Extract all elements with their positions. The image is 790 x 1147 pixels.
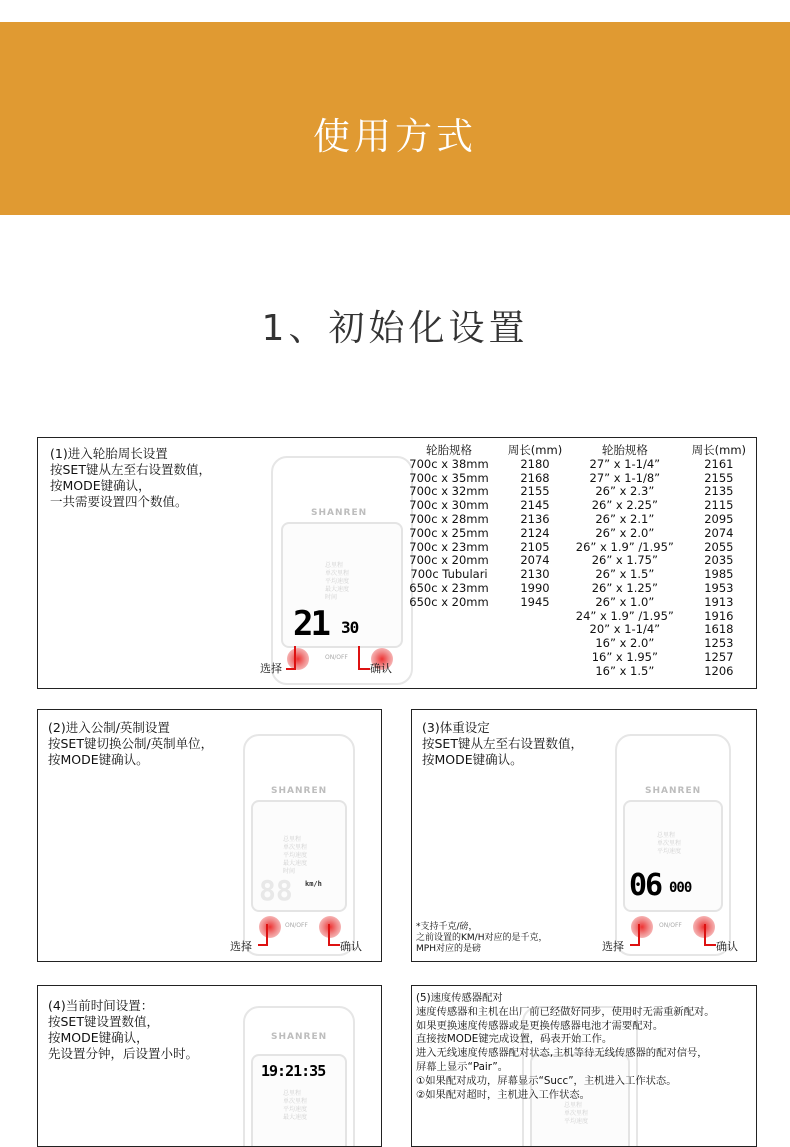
lcd-menu-item: 平均速度 [657, 848, 682, 855]
circumference-cell: 2035 [704, 553, 734, 568]
power-button[interactable]: ON/OFF [325, 654, 348, 661]
table-row [568, 554, 756, 568]
table-row [568, 582, 756, 596]
circumference-cell: 2168 [520, 470, 550, 485]
step4-title: (4)当前时间设置： [48, 998, 154, 1013]
step5-instructions [416, 992, 715, 1102]
step1-line: 一共需要设置四个数值。 [50, 494, 188, 509]
tire-table-left [402, 444, 574, 610]
tire-size-cell: 24” x 1.9” /1.95” [575, 608, 674, 623]
circumference-cell: 1953 [704, 580, 734, 595]
circumference-cell: 1990 [520, 580, 550, 595]
table-row [402, 541, 574, 555]
circumference-cell: 1985 [704, 567, 734, 582]
step5-line: 速度传感器和主机在出厂前已经做好同步，使用时无需重新配对。 [416, 1005, 715, 1018]
tire-size-cell: 26” x 2.25” [591, 498, 658, 513]
lcd-menu [283, 1090, 307, 1122]
lcd-menu-item: 总里程 [564, 1102, 583, 1109]
step5-line: 直接按MODE键完成设置，码表开始工作。 [416, 1033, 613, 1046]
table-row [568, 596, 756, 610]
circumference-cell: 1916 [704, 608, 734, 623]
step4-line: 按MODE键确认， [48, 1030, 149, 1045]
lcd-menu [564, 1102, 588, 1126]
lcd-menu-item: 总里程 [657, 832, 676, 839]
table-row [568, 665, 756, 679]
table-row [568, 472, 756, 486]
tire-size-cell: 26” x 1.5” [595, 567, 655, 582]
step5-line: 屏幕上显示“Pair”。 [416, 1060, 509, 1073]
step5-line: 如果更换速度传感器或是更换传感器电池才需要配对。 [416, 1019, 664, 1032]
step3-note: 之前设置的KM/H对应的是千克， [416, 933, 548, 943]
power-button[interactable]: ON/OFF [285, 922, 308, 929]
step5-panel [411, 985, 757, 1147]
tire-size-cell: 26” x 2.3” [595, 484, 655, 499]
tire-size-cell: 16” x 1.95” [591, 649, 658, 664]
table-row [568, 541, 756, 555]
step1-title: (1)进入轮胎周长设置 [50, 446, 168, 461]
circumference-cell: 1206 [704, 663, 734, 678]
tire-size-cell: 16” x 1.5” [595, 663, 655, 678]
select-label: 选择 [602, 940, 624, 953]
step4-line: 先设置分钟，后设置小时。 [48, 1046, 199, 1061]
tire-size-cell: 700c x 32mm [409, 484, 489, 499]
table-row [402, 568, 574, 582]
lcd-menu-item: 最大速度 [283, 1114, 308, 1121]
step1-line: 按SET键从左至右设置数值， [50, 462, 211, 477]
lcd-menu-item: 平均速度 [283, 852, 308, 859]
lcd-menu-item: 平均速度 [564, 1118, 589, 1125]
power-button[interactable]: ON/OFF [659, 922, 682, 929]
tire-size-cell: 26” x 2.1” [595, 511, 655, 526]
circumference-cell: 2115 [704, 498, 734, 513]
step3-note: *支持千克/磅， [416, 922, 478, 932]
table-row [402, 485, 574, 499]
tire-size-cell: 16” x 2.0” [595, 636, 655, 651]
lcd-menu-item: 单次里程 [325, 570, 350, 577]
table-row [568, 527, 756, 541]
tire-size-cell: 26” x 1.75” [591, 553, 658, 568]
step2-instructions [48, 720, 213, 768]
bike-computer-device [615, 734, 731, 956]
tire-size-cell: 700c x 30mm [409, 498, 489, 513]
tire-table-right [568, 444, 756, 679]
circumference-cell: 1253 [704, 636, 734, 651]
lcd-menu-item: 最大速度 [325, 586, 350, 593]
step4-panel [37, 985, 382, 1147]
col-header: 轮胎规格 [601, 443, 648, 457]
confirm-label: 确认 [370, 662, 392, 675]
brand-logo: SHANREN [271, 786, 328, 796]
step5-line: ②如果配对超时，主机进入工作状态。 [416, 1088, 590, 1101]
circumference-cell: 2105 [520, 539, 550, 554]
lcd-menu-item: 单次里程 [283, 844, 308, 851]
lcd-menu-item: 时间 [283, 868, 296, 875]
tire-size-cell: 27” x 1-1/4” [589, 456, 661, 471]
confirm-leader-line [704, 924, 716, 946]
col-header: 周长(mm) [507, 443, 563, 457]
table-row [568, 568, 756, 582]
lcd-menu-item: 单次里程 [564, 1110, 589, 1117]
step2-title: (2)进入公制/英制设置 [48, 720, 170, 735]
confirm-label: 确认 [340, 940, 362, 953]
step5-title: (5)速度传感器配对 [416, 992, 503, 1004]
circumference-cell: 2124 [520, 525, 550, 540]
lcd-menu-item: 平均速度 [325, 578, 350, 585]
circumference-cell: 2161 [704, 456, 734, 471]
tire-size-cell: 26” x 1.0” [595, 594, 655, 609]
table-row [568, 637, 756, 651]
circumference-cell: 1618 [704, 622, 734, 637]
step4-instructions [48, 998, 198, 1062]
tire-size-cell: 650c x 23mm [409, 580, 489, 595]
lcd-menu-item: 平均速度 [283, 1106, 308, 1113]
step2-line: 按MODE键确认。 [48, 752, 149, 767]
lcd-menu-item: 单次里程 [283, 1098, 308, 1105]
step3-panel [411, 709, 757, 962]
tire-size-cell: 700c x 28mm [409, 511, 489, 526]
step4-line: 按SET键设置数值， [48, 1014, 159, 1029]
table-row [568, 485, 756, 499]
bike-computer-device [243, 734, 355, 956]
tire-size-cell: 700c Tubulari [410, 567, 488, 582]
table-row [402, 527, 574, 541]
circumference-cell: 2136 [520, 511, 550, 526]
brand-logo: SHANREN [645, 786, 702, 796]
table-row [402, 472, 574, 486]
table-row [568, 458, 756, 472]
step1-panel [37, 437, 757, 689]
circumference-cell: 2095 [704, 511, 734, 526]
tire-size-cell: 20” x 1-1/4” [589, 622, 661, 637]
lcd-unit-indicator: km/h [305, 880, 322, 888]
circumference-cell: 2180 [520, 456, 550, 471]
bike-computer-device [243, 1006, 355, 1147]
confirm-leader-line [358, 646, 370, 670]
tire-size-cell: 700c x 20mm [409, 553, 489, 568]
circumference-cell: 1913 [704, 594, 734, 609]
section-title: 1、初始化设置 [261, 308, 529, 349]
lcd-menu-item: 总里程 [283, 1090, 302, 1097]
step1-instructions [50, 446, 211, 510]
lcd-menu [325, 562, 349, 602]
select-label: 选择 [230, 940, 252, 953]
table-row [402, 499, 574, 513]
step2-panel [37, 709, 382, 962]
table-row [402, 582, 574, 596]
banner-title: 使用方式 [313, 115, 477, 158]
table-row [402, 458, 574, 472]
tire-size-cell: 700c x 23mm [409, 539, 489, 554]
select-leader-line [258, 924, 268, 946]
circumference-cell: 2155 [704, 470, 734, 485]
circumference-cell: 1945 [520, 594, 550, 609]
brand-logo: SHANREN [271, 1032, 328, 1042]
select-leader-line [286, 646, 296, 670]
table-row [568, 499, 756, 513]
table-row [568, 623, 756, 637]
lcd-screen [251, 1054, 347, 1147]
brand-logo: SHANREN [311, 508, 368, 518]
circumference-cell: 2145 [520, 498, 550, 513]
circumference-cell: 2055 [704, 539, 734, 554]
tire-size-cell: 26” x 1.25” [591, 580, 658, 595]
tire-size-cell: 26” x 1.9” /1.95” [575, 539, 674, 554]
step3-title: (3)体重设定 [422, 720, 490, 735]
lcd-menu [283, 836, 307, 876]
step3-instructions [422, 720, 583, 768]
table-row [568, 513, 756, 527]
tire-size-cell: 26” x 2.0” [595, 525, 655, 540]
lcd-small-digits: 000 [669, 880, 692, 896]
step3-notes [416, 922, 547, 955]
table-row [402, 596, 574, 610]
lcd-menu-item: 时间 [325, 594, 338, 601]
tire-size-cell: 700c x 25mm [409, 525, 489, 540]
circumference-cell: 2130 [520, 567, 550, 582]
step5-line: 进入无线速度传感器配对状态,主机等待无线传感器的配对信号， [416, 1047, 708, 1060]
lcd-time-digits: 19:21:35 [261, 1062, 326, 1080]
table-row [568, 610, 756, 624]
lcd-menu [657, 832, 681, 856]
step2-line: 按SET键切换公制/英制单位， [48, 736, 214, 751]
confirm-label: 确认 [716, 940, 738, 953]
table-row [402, 554, 574, 568]
tire-size-cell: 700c x 35mm [409, 470, 489, 485]
lcd-small-digits: 30 [341, 618, 359, 637]
select-label: 选择 [260, 662, 282, 675]
lcd-screen [623, 800, 723, 912]
confirm-leader-line [328, 924, 340, 946]
table-row [402, 513, 574, 527]
step3-line: 按MODE键确认。 [422, 752, 523, 767]
lcd-main-digits: 88 [259, 874, 293, 907]
circumference-cell: 2074 [704, 525, 734, 540]
tire-size-cell: 700c x 38mm [409, 456, 489, 471]
circumference-cell: 2155 [520, 484, 550, 499]
lcd-main-digits: 06 [629, 868, 662, 903]
circumference-cell: 2135 [704, 484, 734, 499]
step1-line: 按MODE键确认， [50, 478, 151, 493]
lcd-screen [251, 800, 347, 912]
header-banner [0, 22, 790, 215]
step5-line: ①如果配对成功，屏幕显示“Succ”，主机进入工作状态。 [416, 1074, 677, 1087]
step3-note: MPH对应的是磅 [416, 944, 481, 954]
table-row [568, 651, 756, 665]
col-header: 轮胎规格 [426, 443, 472, 457]
lcd-screen [281, 522, 403, 648]
lcd-main-digits: 21 [293, 604, 328, 644]
col-header: 周长(mm) [691, 443, 747, 457]
lcd-menu-item: 最大速度 [283, 860, 308, 867]
step3-line: 按SET键从左至右设置数值， [422, 736, 583, 751]
lcd-menu-item: 总里程 [283, 836, 302, 843]
lcd-menu-item: 总里程 [325, 562, 344, 569]
circumference-cell: 1257 [704, 649, 734, 664]
tire-size-cell: 27” x 1-1/8” [589, 470, 661, 485]
select-leader-line [630, 924, 640, 946]
tire-size-cell: 650c x 20mm [409, 594, 489, 609]
lcd-menu-item: 单次里程 [657, 840, 682, 847]
circumference-cell: 2074 [520, 553, 550, 568]
